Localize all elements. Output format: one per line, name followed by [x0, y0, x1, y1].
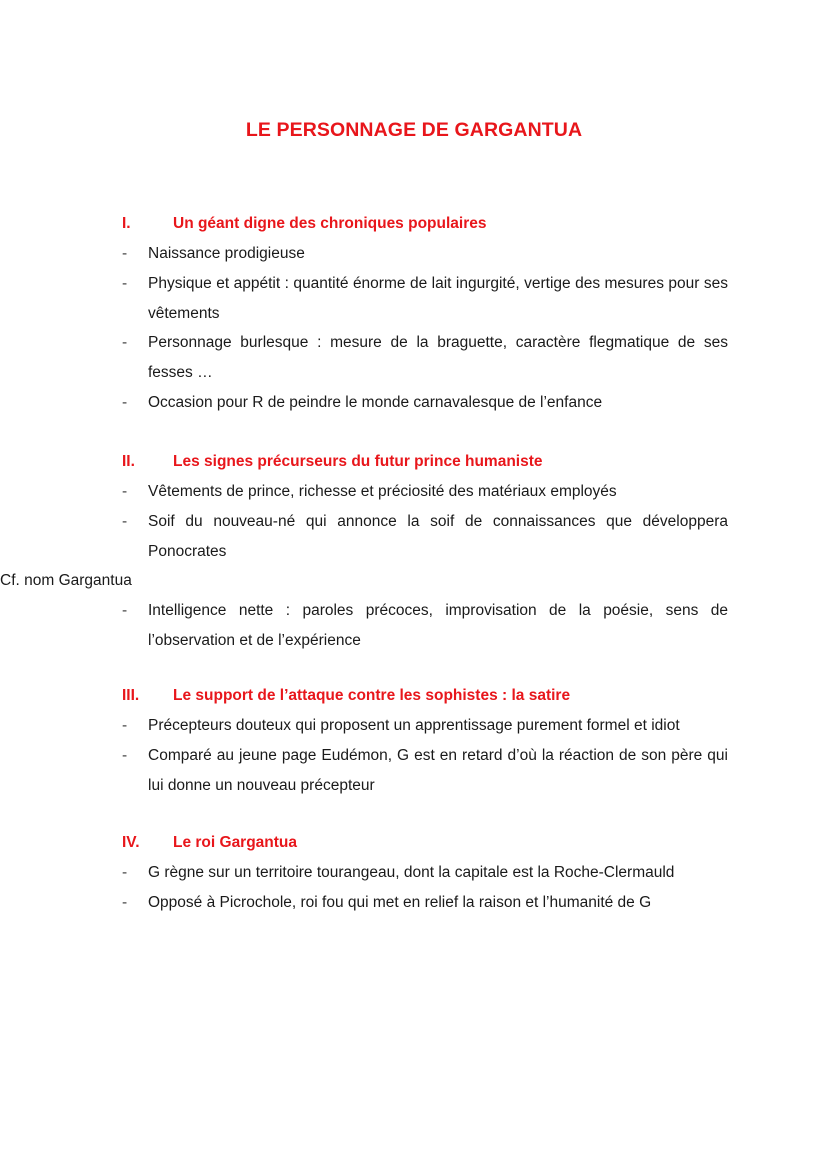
bullet-list: [0, 477, 828, 656]
dash-bullet: -: [122, 245, 128, 262]
list-item-text: Personnage burlesque : mesure de la braguette, caractère flegmatique de ses fesses …: [148, 334, 728, 382]
dash-bullet: -: [122, 602, 128, 620]
bullet-list: [0, 239, 828, 418]
list-item: [0, 741, 828, 801]
dash-bullet: -: [122, 512, 128, 530]
section-title: Les signes précurseurs du futur prince humaniste: [173, 453, 543, 470]
section-heading: [0, 209, 828, 239]
list-item-text: Vêtements de prince, richesse et préciosité des matériaux employés: [148, 483, 617, 500]
list-item-text: Naissance prodigieuse: [148, 245, 305, 262]
list-item: [0, 477, 828, 507]
section-title: Le support de l’attaque contre les sophistes : la satire: [173, 687, 571, 704]
list-item-text: G règne sur un territoire tourangeau, dont la capitale est la Roche-Clermauld: [148, 864, 675, 881]
bullet-list: [0, 711, 828, 800]
dash-bullet: -: [122, 393, 128, 411]
section-3: [0, 681, 828, 800]
section-number: III.: [122, 687, 140, 704]
dash-bullet: -: [122, 334, 128, 352]
bullet-list: [0, 858, 828, 918]
page-title: LE PERSONNAGE DE GARGANTUA: [245, 119, 583, 141]
section-title: Le roi Gargantua: [173, 834, 298, 851]
list-item: [0, 388, 828, 418]
section-number: IV.: [122, 834, 140, 851]
list-item-text: Physique et appétit : quantité énorme de lait ingurgité, vertige des mesures pour ses vêtements: [148, 274, 728, 322]
list-item: [0, 239, 828, 269]
dash-bullet: -: [122, 864, 128, 881]
dash-bullet: -: [122, 717, 128, 734]
section-4: [0, 828, 828, 918]
section-heading: [0, 681, 828, 711]
list-item: [0, 507, 828, 596]
list-item: [0, 711, 828, 741]
list-item: [0, 596, 828, 656]
section-1: [0, 209, 828, 418]
list-item-text: Précepteurs douteux qui proposent un apprentissage purement formel et idiot: [148, 717, 680, 734]
dash-bullet: -: [122, 483, 128, 500]
list-item: [0, 888, 828, 918]
dash-bullet: -: [122, 746, 128, 764]
list-item: [0, 858, 828, 888]
list-item-text: Occasion pour R de peindre le monde carnavalesque de l’enfance: [148, 393, 603, 411]
list-item: [0, 328, 828, 388]
section-number: I.: [122, 215, 131, 232]
list-item-text: Intelligence nette : paroles précoces, improvisation de la poésie, sens de l’observation et de l’expérience: [148, 602, 728, 649]
section-title: Un géant digne des chroniques populaires: [173, 215, 487, 232]
section-heading: [0, 447, 828, 477]
list-item-text: Comparé au jeune page Eudémon, G est en retard d’où la réaction de son père qui lui donne un nouveau précepteur: [148, 746, 728, 794]
section-number: II.: [122, 453, 135, 470]
section-2: [0, 447, 828, 656]
section-heading: [0, 828, 828, 858]
list-item-text: Soif du nouveau-né qui annonce la soif de connaissances que développera Ponocrates: [148, 512, 728, 560]
dash-bullet: -: [122, 893, 128, 911]
list-item: [0, 269, 828, 329]
list-item-note: Cf. nom Gargantua: [0, 572, 132, 590]
dash-bullet: -: [122, 274, 128, 292]
list-item-text: Opposé à Picrochole, roi fou qui met en relief la raison et l’humanité de G: [148, 893, 652, 911]
